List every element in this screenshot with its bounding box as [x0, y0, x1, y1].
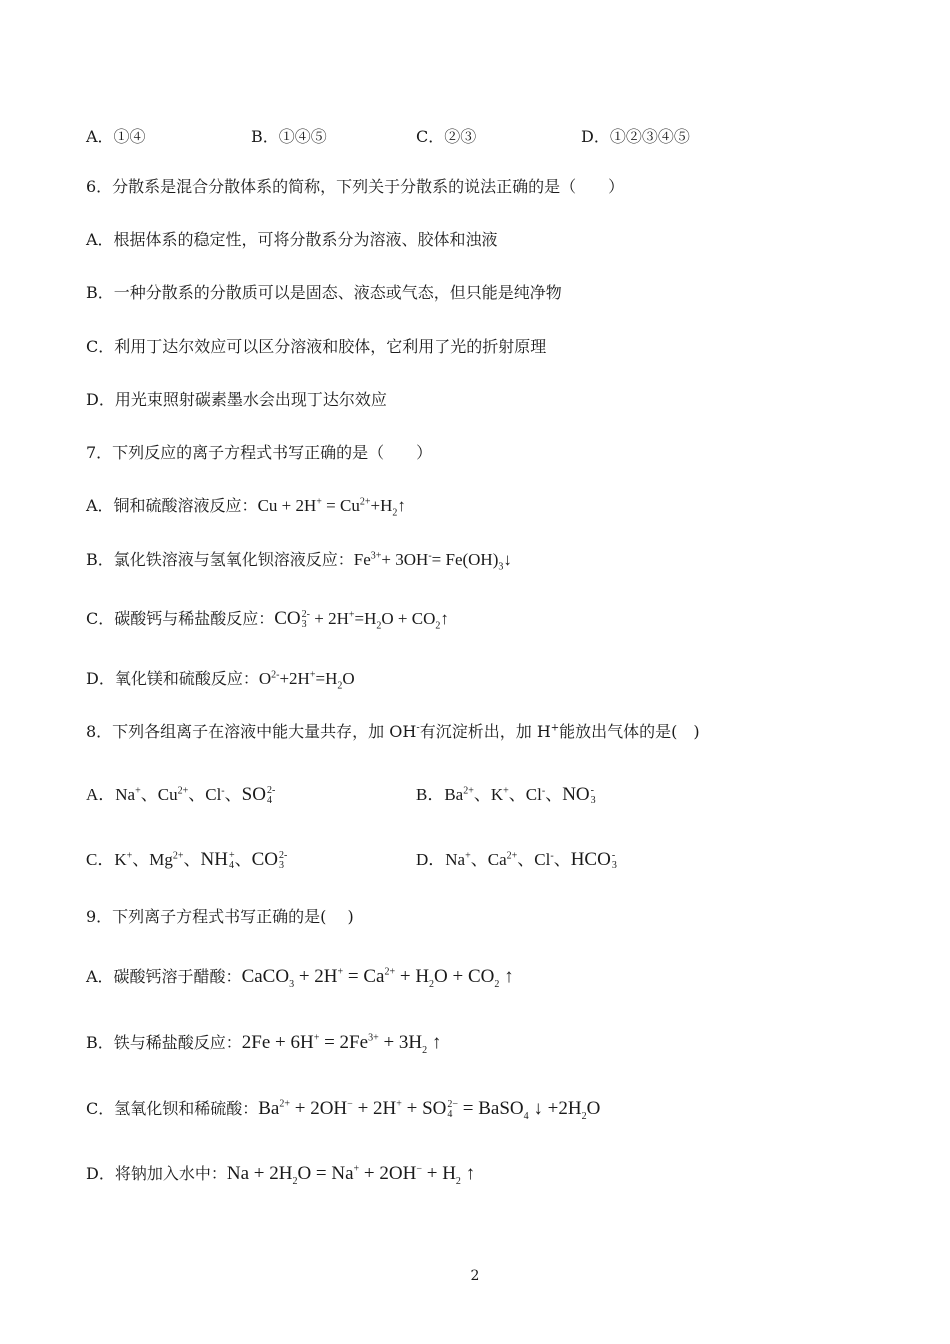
q8-d-label: D． [416, 850, 446, 869]
q8-stem-pre: 8．下列各组离子在溶液中能大量共存，加 OH [86, 722, 417, 741]
q9-a-equation: CaCO$_3$ + $2H^+ = Ca^{2+} + H_2O + CO_2$ ↑ [241, 966, 514, 990]
q5-option-a: A．①④ [86, 127, 146, 146]
q6-option-b: B．一种分散系的分散质可以是固态、液态或气态，但只能是纯净物 [86, 283, 562, 302]
q9-a-label: A．碳酸钙溶于醋酸： [86, 967, 242, 986]
q9-option-b [86, 1031, 441, 1055]
q9-d-equation: $Na + 2H_2O = Na^+ + 2OH^- + H_2$ ↑ [226, 1163, 476, 1187]
q8-option-a: A．Na+、$Cu^{2+}$、Cl-、SO 2- 4 [86, 784, 276, 807]
q7-d-label: D．氧化镁和硫酸反应： [86, 669, 259, 688]
q9-option-c [86, 1097, 600, 1121]
q7-a-equation: $Cu + 2H^+ = Cu^{2+}+H_2↑$ [257, 496, 406, 519]
q9-b-equation: $2Fe + 6H^+ = 2Fe^{3+} + 3H_2$ ↑ [241, 1032, 442, 1056]
q8-option-c: C．K+、$Mg^{2+}$、NH + 4 、CO 2- 3 [86, 849, 288, 872]
q6-stem: 6．分散系是混合分散体系的简称，下列关于分散系的说法正确的是（ ） [86, 177, 625, 196]
q9-c-label: C．氢氧化钡和稀硫酸： [86, 1099, 259, 1118]
q5-option-c: C．②③ [416, 127, 477, 146]
q8-c-label: C． [86, 850, 115, 869]
q9-d-label: D．将钠加入水中： [86, 1164, 227, 1183]
q7-c-label: C．碳酸钙与稀盐酸反应： [86, 609, 275, 628]
q5-options [86, 124, 910, 146]
q8-a-label: A． [86, 785, 116, 804]
q7-b-equation: $Fe^{3+}+ 3OH^-=$ $Fe(OH)_3↓$ [353, 550, 512, 573]
q7-c-equation: CO 2- 3 + $2H^+=H_2O$ + $CO_2↑$ [274, 608, 449, 632]
q8-options-ab [86, 780, 910, 806]
page-number: 2 [470, 1268, 480, 1284]
q5-option-b: B．①④⑤ [251, 127, 327, 146]
q5-option-d: D．①②③④⑤ [581, 127, 690, 146]
q9-stem: 9．下列离子方程式书写正确的是( ) [86, 907, 354, 926]
q9-option-d [86, 1162, 475, 1186]
q9-option-a [86, 965, 514, 989]
q8-option-d: D．Na+、$Ca^{2+}$、Cl-、HCO - 3 [416, 849, 617, 872]
q8-stem-mid: 有沉淀析出，加 H [419, 722, 551, 741]
q7-stem: 7．下列反应的离子方程式书写正确的是（ ） [86, 443, 433, 462]
q8-stem: 8．下列各组离子在溶液中能大量共存，加 OH-有沉淀析出，加 H+能放出气体的是( ) [86, 722, 700, 741]
q8-b-label: B． [416, 785, 445, 804]
q7-option-c [86, 609, 449, 630]
q6-option-d: D．用光束照射碳素墨水会出现丁达尔效应 [86, 390, 387, 409]
q7-option-d [86, 669, 355, 692]
q7-a-label: A．铜和硫酸溶液反应： [86, 496, 258, 515]
q6-option-c: C．利用丁达尔效应可以区分溶液和胶体，它利用了光的折射原理 [86, 337, 547, 356]
q9-b-label: B．铁与稀盐酸反应： [86, 1033, 242, 1052]
q8-options-cd [86, 845, 910, 871]
q7-b-label: B．氯化铁溶液与氢氧化钡溶液反应： [86, 550, 354, 569]
q8-option-b: B．$Ba^{2+}$、K+、Cl-、NO - 3 [416, 784, 596, 807]
q8-stem-post: 能放出气体的是( ) [559, 722, 700, 741]
q6-option-a: A．根据体系的稳定性，可将分散系分为溶液、胶体和浊液 [86, 230, 498, 249]
q7-option-b [86, 550, 512, 573]
q9-c-equation: $Ba^{2+} + 2OH^- + 2H^+$ + SO 2− 4 = BaSO$_4$ ↓ $+2H_2O$ [258, 1098, 601, 1122]
q7-d-equation: $O^{2-}+2H^+=H_2O$ [258, 669, 355, 692]
q7-option-a [86, 496, 406, 519]
